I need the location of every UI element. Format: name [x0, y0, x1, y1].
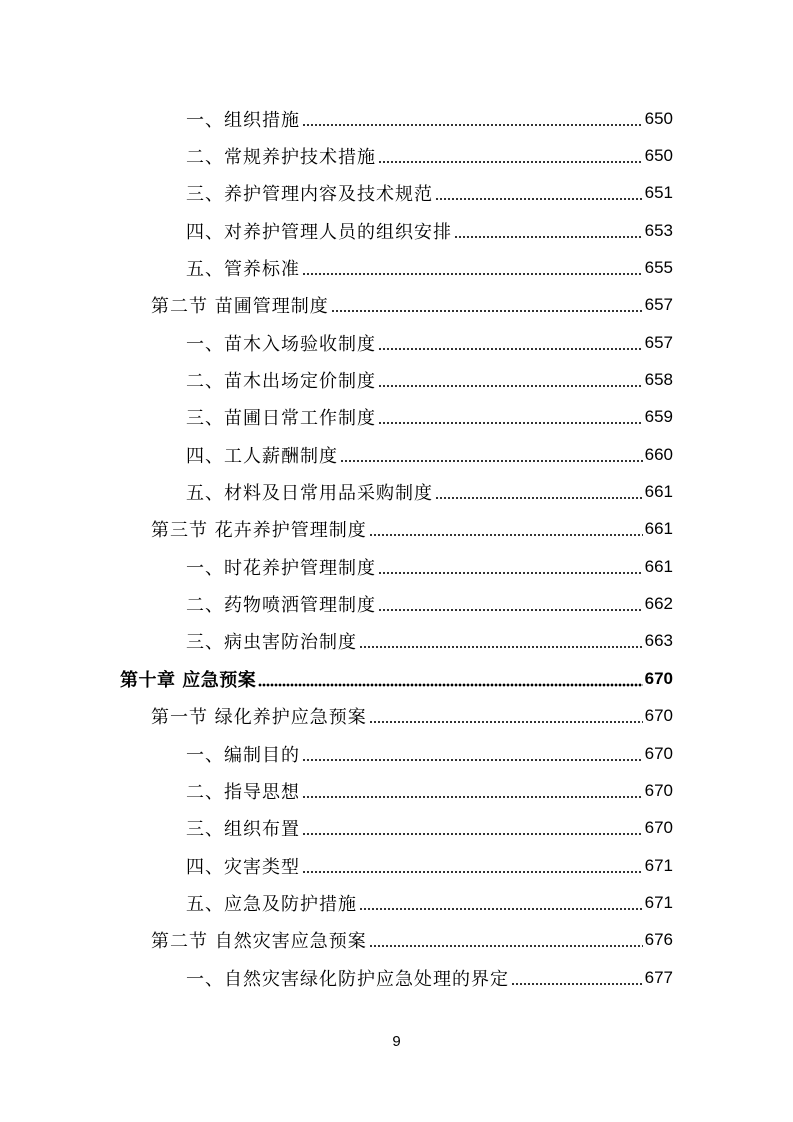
toc-subsection-entry[interactable] [0, 810, 793, 847]
toc-entry-page-number: 653 [644, 220, 673, 240]
toc-dot-leader [435, 483, 643, 501]
toc-entry-page-number: 657 [644, 332, 673, 352]
toc-entry-title: 第二节 苗圃管理制度 [151, 296, 329, 318]
toc-subsection-entry[interactable] [0, 548, 793, 585]
toc-dot-leader [302, 110, 643, 128]
toc-dot-leader [369, 931, 643, 949]
toc-dot-leader [331, 296, 643, 314]
toc-subsection-entry[interactable] [0, 772, 793, 809]
toc-dot-leader [302, 745, 643, 763]
toc-subsection-entry[interactable] [0, 884, 793, 921]
toc-entry-title: 一、时花养护管理制度 [186, 557, 376, 579]
toc-entry-page-number: 670 [644, 743, 673, 763]
toc-dot-leader [378, 147, 643, 165]
toc-entry-page-number: 661 [644, 482, 673, 502]
toc-entry-page-number: 670 [644, 668, 673, 688]
toc-entry-page-number: 676 [644, 930, 673, 950]
toc-subsection-entry[interactable] [0, 399, 793, 436]
toc-entry-page-number: 650 [644, 146, 673, 166]
toc-dot-leader [378, 595, 643, 613]
toc-entry-page-number: 655 [644, 258, 673, 278]
toc-dot-leader [378, 334, 643, 352]
toc-entry-page-number: 661 [644, 519, 673, 539]
page-number: 9 [392, 1033, 401, 1050]
toc-subsection-entry[interactable] [0, 959, 793, 996]
toc-entry-title: 二、苗木出场定价制度 [186, 371, 376, 393]
toc-entry-title: 四、灾害类型 [186, 856, 300, 878]
toc-subsection-entry[interactable] [0, 473, 793, 510]
toc-entry-title: 四、工人薪酬制度 [186, 445, 338, 467]
toc-subsection-entry[interactable] [0, 324, 793, 361]
toc-dot-leader [435, 184, 643, 202]
toc-dot-leader [302, 857, 643, 875]
toc-entry-page-number: 658 [644, 370, 673, 390]
toc-dot-leader [340, 446, 643, 464]
toc-entry-title: 二、指导思想 [186, 781, 300, 803]
toc-dot-leader [511, 969, 643, 987]
toc-entry-page-number: 671 [644, 855, 673, 875]
toc-entry-page-number: 662 [644, 594, 673, 614]
toc-entry-page-number: 663 [644, 631, 673, 651]
toc-chapter-entry[interactable] [0, 660, 793, 697]
toc-entry-page-number: 670 [644, 780, 673, 800]
toc-entry-title: 第三节 花卉养护管理制度 [151, 520, 367, 542]
toc-entry-page-number: 651 [644, 183, 673, 203]
toc-entry-title: 四、对养护管理人员的组织安排 [186, 221, 452, 243]
toc-entry-title: 三、养护管理内容及技术规范 [186, 184, 433, 206]
toc-dot-leader [369, 707, 643, 725]
toc-section-entry[interactable] [0, 511, 793, 548]
toc-entry-title: 三、苗圃日常工作制度 [186, 408, 376, 430]
toc-dot-leader [454, 222, 643, 240]
toc-dot-leader [302, 259, 643, 277]
toc-entry-page-number: 670 [644, 706, 673, 726]
toc-dot-leader [378, 558, 643, 576]
toc-dot-leader [302, 819, 643, 837]
toc-entry-page-number: 661 [644, 556, 673, 576]
toc-entry-title: 二、常规养护技术措施 [186, 147, 376, 169]
toc-section-entry[interactable] [0, 698, 793, 735]
toc-subsection-entry[interactable] [0, 585, 793, 622]
toc-entry-page-number: 677 [644, 967, 673, 987]
toc-entry-page-number: 670 [644, 818, 673, 838]
toc-dot-leader [359, 632, 643, 650]
toc-section-entry[interactable] [0, 287, 793, 324]
toc-subsection-entry[interactable] [0, 623, 793, 660]
toc-subsection-entry[interactable] [0, 100, 793, 137]
toc-dot-leader [369, 520, 643, 538]
toc-subsection-entry[interactable] [0, 137, 793, 174]
toc-entry-title: 五、管养标准 [186, 259, 300, 281]
toc-entry-title: 一、编制目的 [186, 744, 300, 766]
table-of-contents [0, 100, 793, 996]
toc-entry-title: 第十章 应急预案 [120, 669, 257, 691]
toc-entry-title: 一、苗木入场验收制度 [186, 333, 376, 355]
toc-entry-title: 第一节 绿化养护应急预案 [151, 707, 367, 729]
toc-entry-title: 三、组织布置 [186, 819, 300, 841]
toc-entry-page-number: 659 [644, 407, 673, 427]
toc-entry-page-number: 650 [644, 108, 673, 128]
toc-dot-leader [378, 408, 643, 426]
toc-dot-leader [359, 894, 643, 912]
toc-entry-page-number: 657 [644, 295, 673, 315]
toc-subsection-entry[interactable] [0, 847, 793, 884]
toc-dot-leader [378, 371, 643, 389]
toc-entry-title: 五、材料及日常用品采购制度 [186, 483, 433, 505]
toc-section-entry[interactable] [0, 922, 793, 959]
toc-entry-title: 三、病虫害防治制度 [186, 632, 357, 654]
toc-dot-leader [302, 782, 643, 800]
toc-subsection-entry[interactable] [0, 212, 793, 249]
toc-subsection-entry[interactable] [0, 175, 793, 212]
toc-entry-title: 一、自然灾害绿化防护应急处理的界定 [186, 968, 509, 990]
toc-subsection-entry[interactable] [0, 436, 793, 473]
toc-subsection-entry[interactable] [0, 249, 793, 286]
toc-entry-page-number: 660 [644, 444, 673, 464]
toc-dot-leader [258, 670, 642, 688]
toc-subsection-entry[interactable] [0, 361, 793, 398]
toc-entry-page-number: 671 [644, 892, 673, 912]
toc-entry-title: 五、应急及防护措施 [186, 893, 357, 915]
toc-entry-title: 一、组织措施 [186, 109, 300, 131]
toc-entry-title: 二、药物喷洒管理制度 [186, 595, 376, 617]
toc-subsection-entry[interactable] [0, 735, 793, 772]
toc-entry-title: 第二节 自然灾害应急预案 [151, 931, 367, 953]
